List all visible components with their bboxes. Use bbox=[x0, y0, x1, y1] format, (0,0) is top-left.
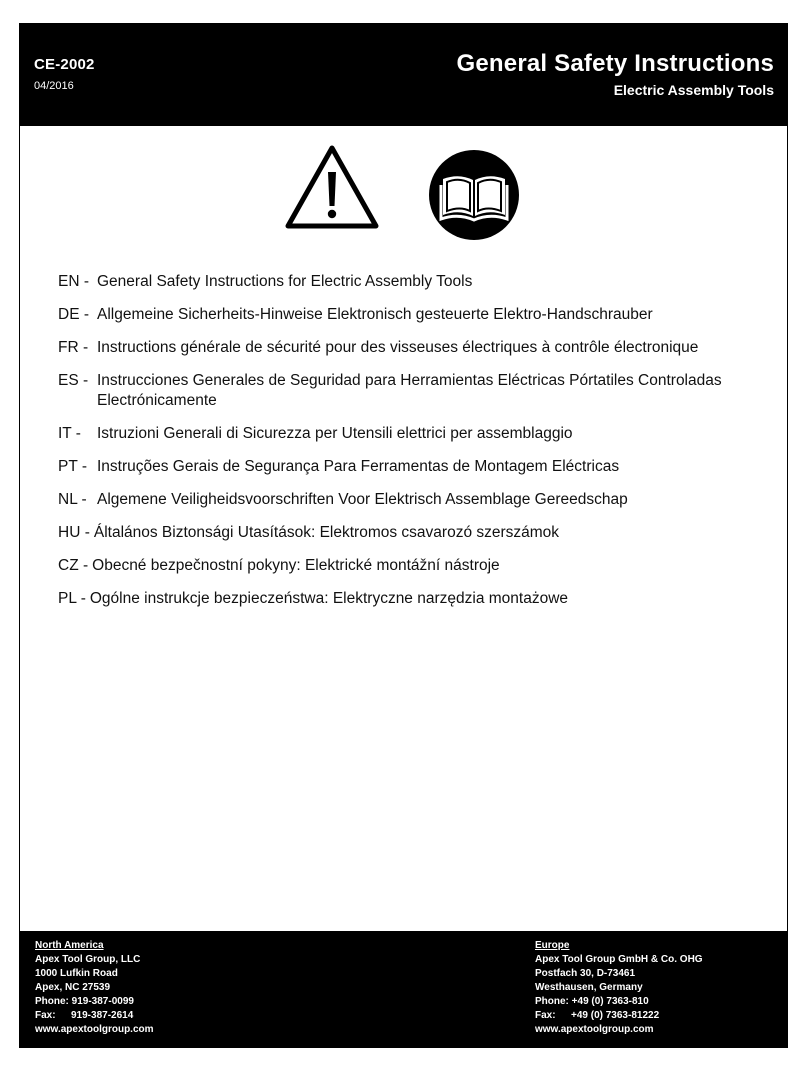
website: www.apextoolgroup.com bbox=[535, 1024, 654, 1035]
city-address: Apex, NC 27539 bbox=[35, 982, 111, 993]
language-item-it bbox=[58, 424, 778, 444]
language-code: PT - bbox=[58, 458, 87, 475]
language-code: EN - bbox=[58, 273, 89, 290]
street-address: 1000 Lufkin Road bbox=[35, 968, 118, 979]
language-item-cz bbox=[58, 556, 778, 576]
phone-number: +49 (0) 7363-810 bbox=[571, 996, 649, 1007]
region-heading: North America bbox=[35, 940, 104, 951]
language-item-nl bbox=[58, 490, 778, 510]
address-north-america bbox=[35, 939, 154, 1037]
region-heading: Europe bbox=[535, 940, 570, 951]
language-code: PL - bbox=[58, 590, 86, 607]
phone-label: Phone: bbox=[535, 996, 569, 1007]
footer-bar bbox=[19, 931, 788, 1048]
language-code: DE - bbox=[58, 306, 89, 323]
fax-label: Fax: bbox=[35, 1010, 56, 1021]
safety-icons bbox=[284, 142, 524, 242]
language-item-en bbox=[58, 272, 778, 292]
language-title: Általános Biztonsági Utasítások: Elektromos csavarozó szerszámok bbox=[93, 524, 560, 541]
language-item-pt bbox=[58, 457, 778, 477]
page-subtitle: Electric Assembly Tools bbox=[613, 82, 774, 98]
language-title: Instrucciones Generales de Seguridad para Herramientas Eléctricas Pórtatiles Controladas Electrónicamente bbox=[97, 372, 722, 409]
header-bar bbox=[19, 23, 788, 126]
language-title: General Safety Instructions for Electric Assembly Tools bbox=[97, 273, 473, 290]
language-code: ES - bbox=[58, 372, 89, 389]
language-title: Allgemeine Sicherheits-Hinweise Elektronisch gesteuerte Elektro-Handschrauber bbox=[97, 306, 653, 323]
page-title: General Safety Instructions bbox=[456, 50, 774, 77]
website: www.apextoolgroup.com bbox=[35, 1024, 154, 1035]
fax-line bbox=[535, 1009, 703, 1023]
language-list bbox=[58, 272, 778, 622]
phone-line bbox=[35, 995, 154, 1009]
city-address: Westhausen, Germany bbox=[535, 982, 643, 993]
fax-number: +49 (0) 7363-81222 bbox=[571, 1010, 660, 1021]
language-code: NL - bbox=[58, 491, 87, 508]
address-europe bbox=[535, 939, 703, 1037]
company-name: Apex Tool Group GmbH & Co. OHG bbox=[535, 954, 703, 965]
language-code: HU - bbox=[58, 524, 90, 541]
language-item-es bbox=[58, 371, 778, 411]
fax-label: Fax: bbox=[535, 1010, 556, 1021]
language-title: Ogólne instrukcje bezpieczeństwa: Elektryczne narzędzia montażowe bbox=[89, 590, 569, 607]
language-title: Instructions générale de sécurité pour des visseuses électriques à contrôle électronique bbox=[97, 339, 699, 356]
document-date: 04/2016 bbox=[34, 80, 74, 92]
language-title: Instruções Gerais de Segurança Para Ferramentas de Montagem Eléctricas bbox=[97, 458, 620, 475]
phone-number: 919-387-0099 bbox=[71, 996, 134, 1007]
language-item-de bbox=[58, 305, 778, 325]
phone-line bbox=[535, 995, 703, 1009]
language-item-pl bbox=[58, 589, 778, 609]
language-title: Istruzioni Generali di Sicurezza per Utensili elettrici per assemblaggio bbox=[97, 425, 573, 442]
read-manual-book-icon bbox=[428, 149, 520, 241]
language-code: FR - bbox=[58, 339, 89, 356]
fax-line bbox=[35, 1009, 154, 1023]
language-item-fr bbox=[58, 338, 778, 358]
language-title: Obecné bezpečnostní pokyny: Elektrické montážní nástroje bbox=[92, 557, 500, 574]
document-code: CE-2002 bbox=[34, 56, 95, 73]
company-name: Apex Tool Group, LLC bbox=[35, 954, 141, 965]
fax-number: 919-387-2614 bbox=[71, 1010, 134, 1021]
language-title: Algemene Veiligheidsvoorschriften Voor Elektrisch Assemblage Gereedschap bbox=[97, 491, 628, 508]
street-address: Postfach 30, D-73461 bbox=[535, 968, 636, 979]
phone-label: Phone: bbox=[35, 996, 69, 1007]
warning-triangle-icon bbox=[284, 144, 380, 230]
language-code: CZ - bbox=[58, 557, 89, 574]
language-item-hu bbox=[58, 523, 778, 543]
language-code: IT - bbox=[58, 425, 81, 442]
